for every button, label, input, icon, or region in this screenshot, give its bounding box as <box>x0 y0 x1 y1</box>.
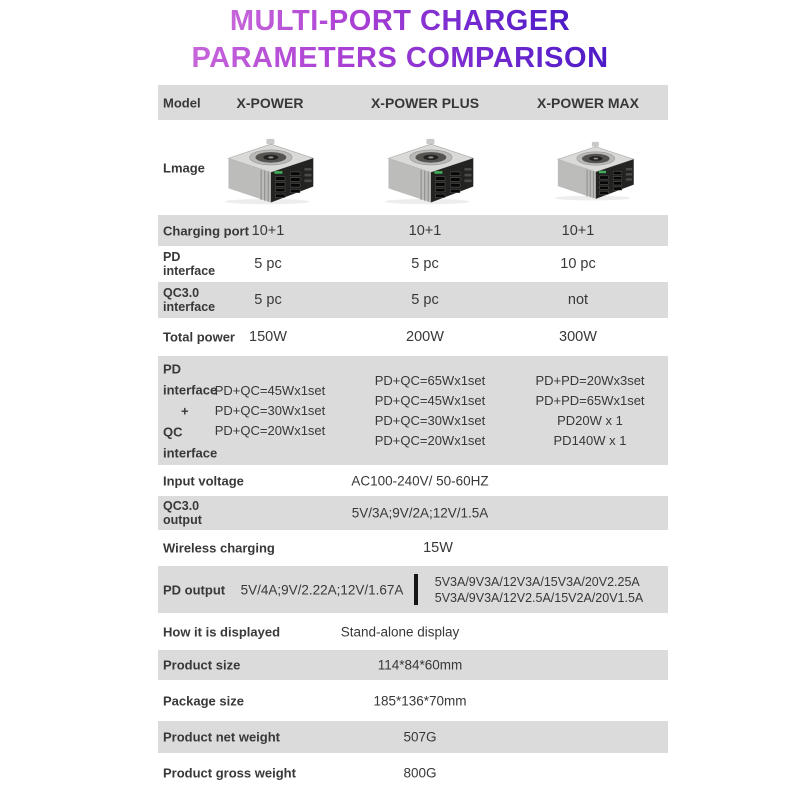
product-image-x-power-plus <box>371 130 489 206</box>
total-power-label: Total power <box>163 329 235 345</box>
gross-weight-row <box>158 753 668 793</box>
charging-port-label: Charging port <box>163 223 249 238</box>
pd-qc-interface-label <box>163 358 217 463</box>
pd-qc-x-power-line1: PD+QC=45Wx1set <box>214 382 326 398</box>
display-mode-value: Stand-alone display <box>340 624 460 639</box>
header-col-x-power: X-POWER <box>236 94 304 111</box>
pd-qc-x-power-max-line2: PD+PD=65Wx1set <box>535 392 645 408</box>
pd-output-divider <box>414 574 418 605</box>
pd-interface-label-line1: PD <box>163 250 181 264</box>
gross-weight-value: 800G <box>403 765 437 781</box>
package-size-label: Package size <box>163 693 244 708</box>
pd-output-row <box>158 566 668 613</box>
image-row-label: Lmage <box>163 160 205 175</box>
qc30-interface-row <box>158 282 668 318</box>
pd-output-right-value <box>435 574 644 606</box>
header-col-x-power-plus: X-POWER PLUS <box>370 94 480 111</box>
wireless-charging-label: Wireless charging <box>163 540 275 556</box>
wireless-charging-row <box>158 530 668 566</box>
title-line-1: MULTI-PORT CHARGER <box>229 5 571 37</box>
pd-interface-label <box>163 250 215 278</box>
pd-qc-x-power-max-line3: PD20W x 1 <box>557 412 623 428</box>
gross-weight-label: Product gross weight <box>163 765 296 781</box>
pd-qc-x-power-plus-line2: PD+QC=45Wx1set <box>374 392 486 408</box>
net-weight-value: 507G <box>403 729 437 745</box>
net-weight-label: Product net weight <box>163 729 280 745</box>
qc30-interface-x-power: 5 pc <box>254 292 282 308</box>
pd-qc-x-power-line2: PD+QC=30Wx1set <box>214 402 326 418</box>
display-mode-row <box>158 613 668 650</box>
pd-interface-x-power: 5 pc <box>254 256 282 272</box>
pd-output-right-line2: 5V3A/9V3A/12V2.5A/15V2A/20V1.5A <box>434 590 644 605</box>
pd-output-right-line1: 5V3A/9V3A/12V3A/15V3A/20V2.25A <box>434 574 640 589</box>
pd-qc-label-line2: interface <box>163 382 218 397</box>
qc30-output-label-line2: output <box>163 513 202 527</box>
image-row <box>158 120 668 215</box>
pd-qc-x-power-values <box>215 356 326 465</box>
pd-interface-x-power-max: 10 pc <box>560 256 596 272</box>
product-size-label: Product size <box>163 657 241 673</box>
pd-qc-x-power-plus-line1: PD+QC=65Wx1set <box>374 372 486 388</box>
pd-qc-interface-row <box>158 356 668 465</box>
pd-qc-x-power-line3: PD+QC=20Wx1set <box>214 422 326 438</box>
input-voltage-value: AC100-240V/ 50-60HZ <box>351 473 489 488</box>
qc30-output-label-line1: QC3.0 <box>163 499 200 513</box>
total-power-x-power-plus: 200W <box>406 329 444 345</box>
pd-qc-x-power-plus-values <box>375 356 486 465</box>
header-model-label: Model <box>163 95 201 110</box>
input-voltage-row <box>158 465 668 496</box>
title-line-2: PARAMETERS COMPARISON <box>191 42 609 74</box>
qc30-interface-label <box>163 286 215 314</box>
display-mode-label: How it is displayed <box>163 624 281 639</box>
qc30-output-value: 5V/3A;9V/2A;12V/1.5A <box>351 505 489 521</box>
net-weight-row <box>158 721 668 753</box>
pd-interface-x-power-plus: 5 pc <box>411 256 439 272</box>
wireless-charging-value: 15W <box>423 540 453 556</box>
header-row <box>158 85 668 120</box>
qc30-interface-x-power-max: not <box>567 292 589 308</box>
product-image-x-power <box>211 130 329 206</box>
pd-qc-label-line5: interface <box>163 445 218 460</box>
total-power-row <box>158 318 668 356</box>
pd-output-label: PD output <box>163 582 226 597</box>
qc30-output-label <box>163 499 202 527</box>
pd-qc-label-line1: PD <box>163 361 182 376</box>
pd-qc-label-line3: + <box>181 403 189 418</box>
pd-qc-x-power-max-values <box>535 356 644 465</box>
qc30-interface-label-line2: interface <box>163 300 216 314</box>
product-size-row <box>158 650 668 680</box>
package-size-value: 185*136*70mm <box>373 693 467 708</box>
product-image-x-power-max <box>542 134 648 202</box>
package-size-row <box>158 680 668 721</box>
pd-qc-x-power-max-line4: PD140W x 1 <box>553 432 627 448</box>
pd-qc-x-power-plus-line4: PD+QC=20Wx1set <box>374 432 486 448</box>
pd-qc-x-power-plus-line3: PD+QC=30Wx1set <box>374 412 486 428</box>
qc30-output-row <box>158 496 668 530</box>
title-line-2-wrap <box>0 42 800 79</box>
page-title <box>0 5 800 79</box>
qc30-interface-label-line1: QC3.0 <box>163 286 200 300</box>
pd-qc-x-power-max-line1: PD+PD=20Wx3set <box>535 372 645 388</box>
pd-interface-label-line2: interface <box>163 264 216 278</box>
charging-port-x-power-max: 10+1 <box>561 222 595 239</box>
title-line-1-wrap <box>0 5 800 42</box>
input-voltage-label: Input voltage <box>163 473 244 488</box>
product-size-value: 114*84*60mm <box>377 657 463 673</box>
charging-port-x-power-plus: 10+1 <box>408 222 442 239</box>
pd-output-left-value: 5V/4A;9V/2.22A;12V/1.67A <box>240 582 404 597</box>
header-col-x-power-max: X-POWER MAX <box>537 94 639 111</box>
charging-port-row <box>158 215 668 246</box>
charging-port-x-power: 10+1 <box>251 222 285 239</box>
total-power-x-power-max: 300W <box>559 329 597 345</box>
total-power-x-power: 150W <box>249 329 287 345</box>
qc30-interface-x-power-plus: 5 pc <box>411 292 439 308</box>
pd-interface-row <box>158 246 668 282</box>
comparison-table <box>158 85 668 793</box>
pd-qc-label-line4: QC <box>163 424 183 439</box>
